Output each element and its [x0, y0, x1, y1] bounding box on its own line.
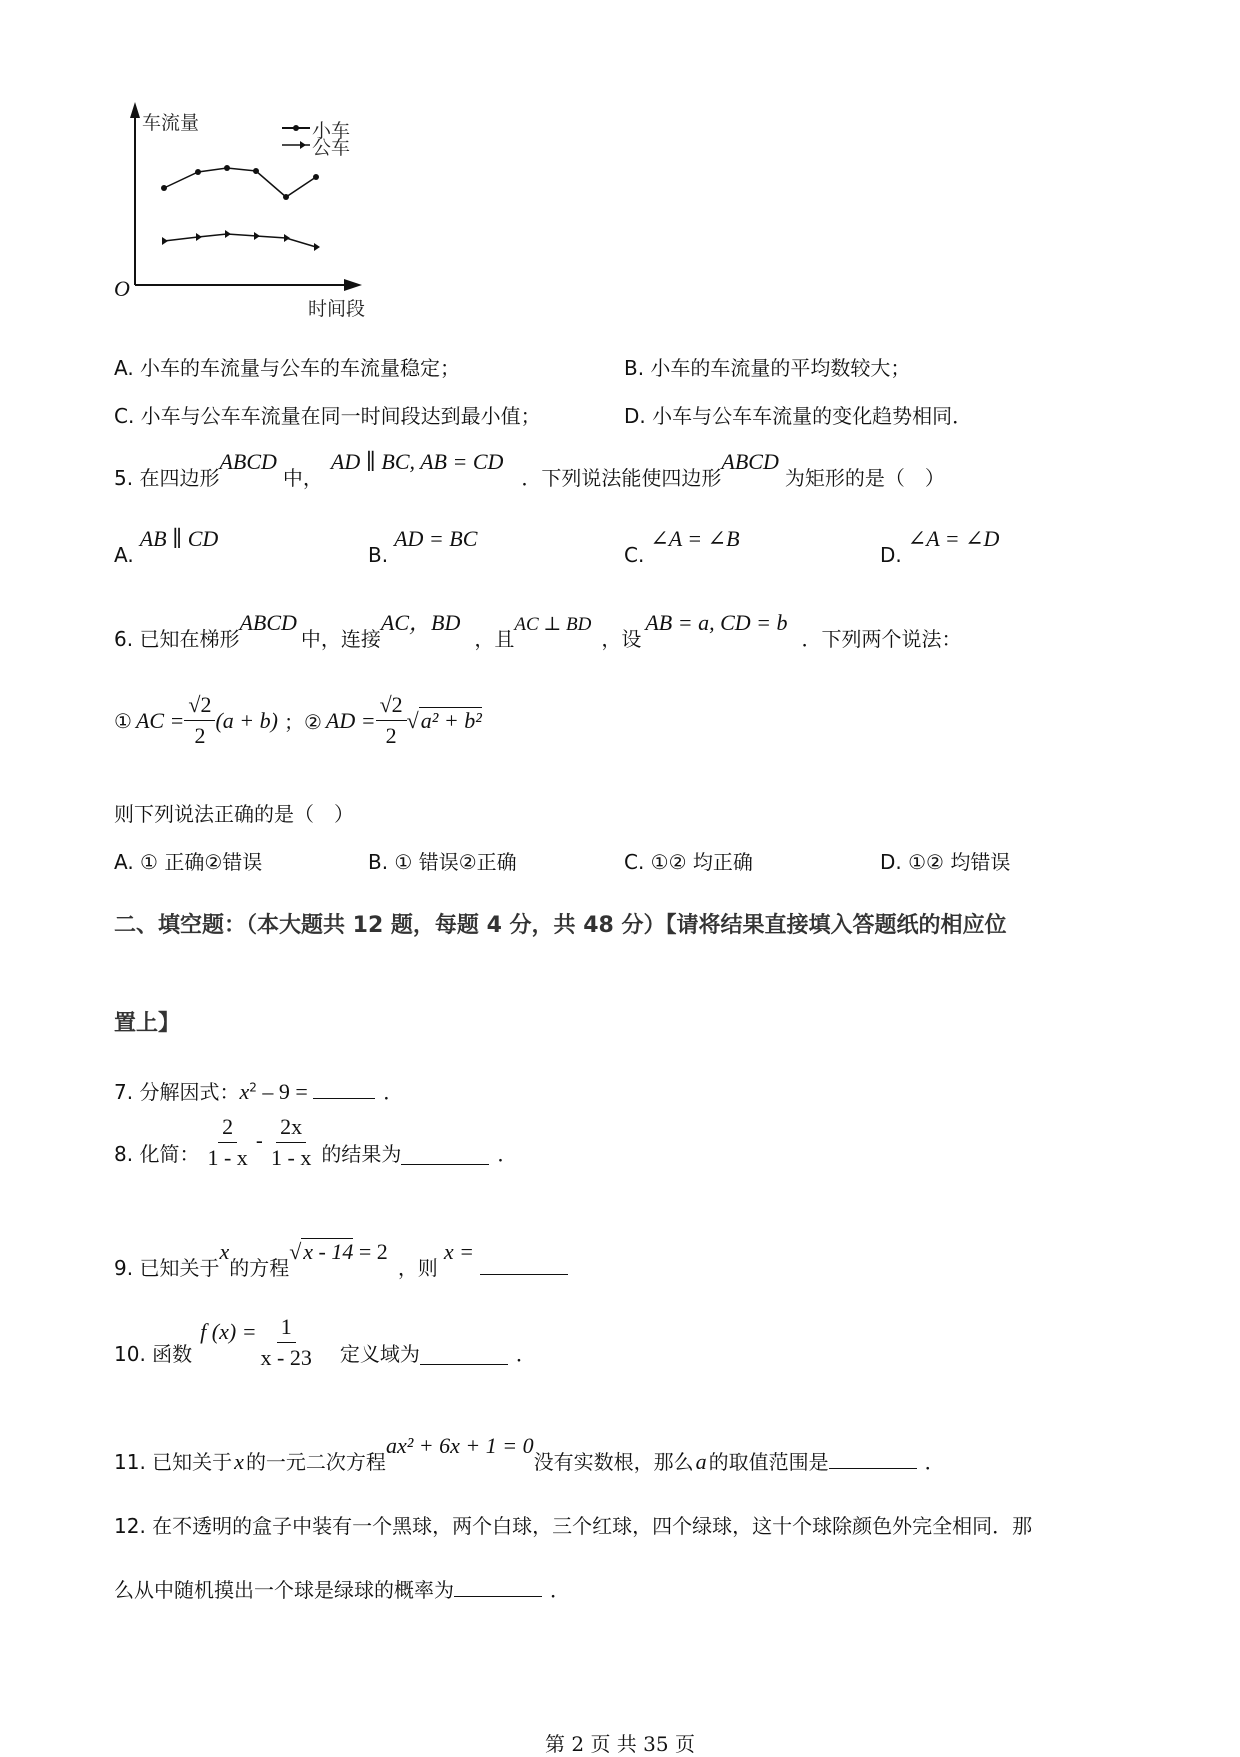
q7-end: ．	[383, 1080, 404, 1104]
q11-text: 没有实数根，那么	[533, 1450, 694, 1474]
option-math: AD = BC	[394, 526, 478, 551]
q10-end: ．	[515, 1342, 536, 1366]
answer-blank[interactable]	[480, 1256, 568, 1275]
y-axis-label: 车流量	[142, 112, 200, 134]
answer-blank[interactable]	[829, 1450, 917, 1469]
q6-option-a[interactable]: A. ① 正确②错误	[114, 850, 263, 874]
q6-math: AB = a, CD = b	[645, 610, 788, 635]
q5-option-d[interactable]	[880, 526, 1000, 568]
section-heading-cont: 置上】	[114, 1011, 181, 1036]
q9-radicand: x - 14	[303, 1239, 354, 1264]
q7-math: x	[239, 1079, 250, 1104]
frac-den: x - 23	[260, 1345, 312, 1370]
q6-option-b[interactable]: B. ① 错误②正确	[368, 850, 517, 874]
q11-text: 11. 已知关于	[114, 1450, 233, 1474]
option-label: A.	[114, 543, 134, 567]
q5-text: 中，	[282, 466, 323, 490]
q7-text: 7. 分解因式：	[114, 1080, 240, 1104]
q5-option-c[interactable]	[624, 526, 740, 568]
q6-statements	[114, 690, 482, 751]
q12-end: ．	[550, 1578, 570, 1602]
question-6	[114, 610, 962, 653]
frac-den: 2	[194, 723, 206, 748]
q8-rest: 的结果为	[321, 1142, 402, 1166]
option-label: C.	[624, 543, 645, 567]
frac-num: √2	[184, 690, 215, 721]
question-7	[114, 1076, 403, 1105]
frac-den: 2	[385, 723, 397, 748]
q6-prompt: 则下列说法正确的是（ ）	[114, 802, 354, 826]
question-12-line-2	[114, 1574, 570, 1603]
statement-1-mark: ①	[114, 708, 132, 733]
option-label: D.	[880, 543, 902, 567]
q4-option-d[interactable]: D. 小车与公车车流量的变化趋势相同．	[624, 404, 973, 428]
question-10	[114, 1312, 536, 1373]
sqrt-sign: √	[406, 707, 419, 733]
q6-text: ，设	[601, 627, 642, 651]
q5-condition: AD ∥ BC, AB = CD	[330, 449, 504, 474]
q10-text: 10. 函数	[114, 1342, 193, 1366]
option-math: ∠A = ∠B	[650, 526, 740, 551]
q5-math: ABCD	[721, 449, 779, 474]
option-label: B.	[368, 543, 389, 567]
section-heading: 二、填空题：（本大题共 12 题，每题 4 分，共 48 分）【请将结果直接填入答题纸的相应位	[114, 913, 1007, 938]
q9-text: ，则	[397, 1256, 438, 1280]
q9-math: x	[219, 1239, 230, 1264]
option-math: AB ∥ CD	[139, 526, 219, 551]
question-11	[114, 1433, 945, 1475]
q8-frac-1	[203, 1112, 251, 1173]
q11-equation: ax² + 6x + 1 = 0	[385, 1433, 534, 1458]
q4-option-b[interactable]: B. 小车的车流量的平均数较大；	[624, 356, 911, 380]
frac-num: 2x	[276, 1112, 306, 1143]
q7-rest: – 9 =	[256, 1079, 314, 1104]
legend-bus-label: 公车	[312, 137, 351, 159]
q5-text: 为矩形的是（ ）	[784, 466, 945, 490]
frac-num: 2	[218, 1112, 237, 1143]
q8-operator: -	[255, 1129, 263, 1153]
legend-car-label: 小车	[312, 120, 351, 142]
frac-den: 1 - x	[271, 1145, 312, 1170]
frac-num: 1	[277, 1312, 296, 1343]
q11-end: ．	[924, 1450, 945, 1474]
q6-text: ．下列两个说法：	[801, 627, 962, 651]
origin-label: O	[114, 276, 130, 301]
q10-frac	[257, 1312, 316, 1373]
q5-text: 5. 在四边形	[114, 466, 220, 490]
q6-text: 6. 已知在梯形	[114, 627, 240, 651]
statement-2-lhs: AD =	[325, 707, 376, 733]
q11-math: x	[234, 1449, 244, 1474]
q6-text: 中，连接	[300, 627, 381, 651]
statement-1-rhs: (a + b)	[215, 707, 278, 733]
q4-option-c[interactable]: C. 小车与公车车流量在同一时间段达到最小值；	[114, 404, 541, 428]
statement-2-rhs: a² + b²	[420, 708, 482, 733]
sqrt-sign: √	[289, 1239, 302, 1264]
question-8	[114, 1112, 517, 1173]
question-9	[114, 1239, 568, 1281]
answer-blank[interactable]	[313, 1080, 375, 1099]
q8-end: ．	[497, 1142, 518, 1166]
q9-math: x =	[443, 1239, 474, 1264]
q6-math: AC ⊥ BD	[514, 614, 592, 635]
q9-eq: = 2	[353, 1239, 388, 1264]
q4-option-a[interactable]: A. 小车的车流量与公车的车流量稳定；	[114, 356, 461, 380]
q11-text: 的一元二次方程	[245, 1450, 386, 1474]
statement-1-frac	[184, 690, 215, 751]
q5-option-b[interactable]	[368, 526, 478, 568]
statement-separator: ；②	[283, 710, 322, 734]
q6-math: AC，BD	[380, 610, 461, 635]
q6-option-c[interactable]: C. ①② 均正确	[624, 850, 753, 874]
q9-text: 的方程	[229, 1256, 290, 1280]
x-axis-label: 时间段	[308, 298, 366, 320]
q10-rest: 定义域为	[339, 1342, 420, 1366]
q8-text: 8. 化简：	[114, 1142, 200, 1166]
q5-option-a[interactable]	[114, 526, 219, 568]
statement-2-frac	[376, 690, 407, 751]
q9-text: 9. 已知关于	[114, 1256, 220, 1280]
q11-text: 的取值范围是	[708, 1450, 829, 1474]
frac-num: √2	[376, 690, 407, 721]
q5-text: ．下列说法能使四边形	[521, 466, 722, 490]
q5-math: ABCD	[219, 449, 277, 474]
q12-text: 么从中随机摸出一个球是绿球的概率为	[114, 1578, 454, 1602]
answer-blank[interactable]	[454, 1578, 542, 1597]
statement-1-lhs: AC =	[135, 707, 185, 733]
q10-lhs: f (x) =	[200, 1319, 257, 1344]
page-footer: 第 2 页 共 35 页	[545, 1732, 695, 1756]
traffic-chart	[110, 100, 390, 320]
q7-exponent: 2	[249, 1080, 257, 1095]
q6-math: ABCD	[239, 610, 297, 635]
option-math: ∠A = ∠D	[907, 526, 1000, 551]
frac-den: 1 - x	[207, 1145, 248, 1170]
q8-frac-2	[267, 1112, 315, 1173]
answer-blank[interactable]	[420, 1346, 508, 1365]
question-5	[114, 449, 945, 491]
answer-blank[interactable]	[401, 1146, 489, 1165]
q6-option-d[interactable]: D. ①② 均错误	[880, 850, 1011, 874]
q11-math: a	[695, 1449, 707, 1474]
q6-text: ，且	[474, 627, 515, 651]
question-12-line-1: 12. 在不透明的盒子中装有一个黑球，两个白球，三个红球，四个绿球，这十个球除颜色外完全相同．那	[114, 1514, 1033, 1538]
